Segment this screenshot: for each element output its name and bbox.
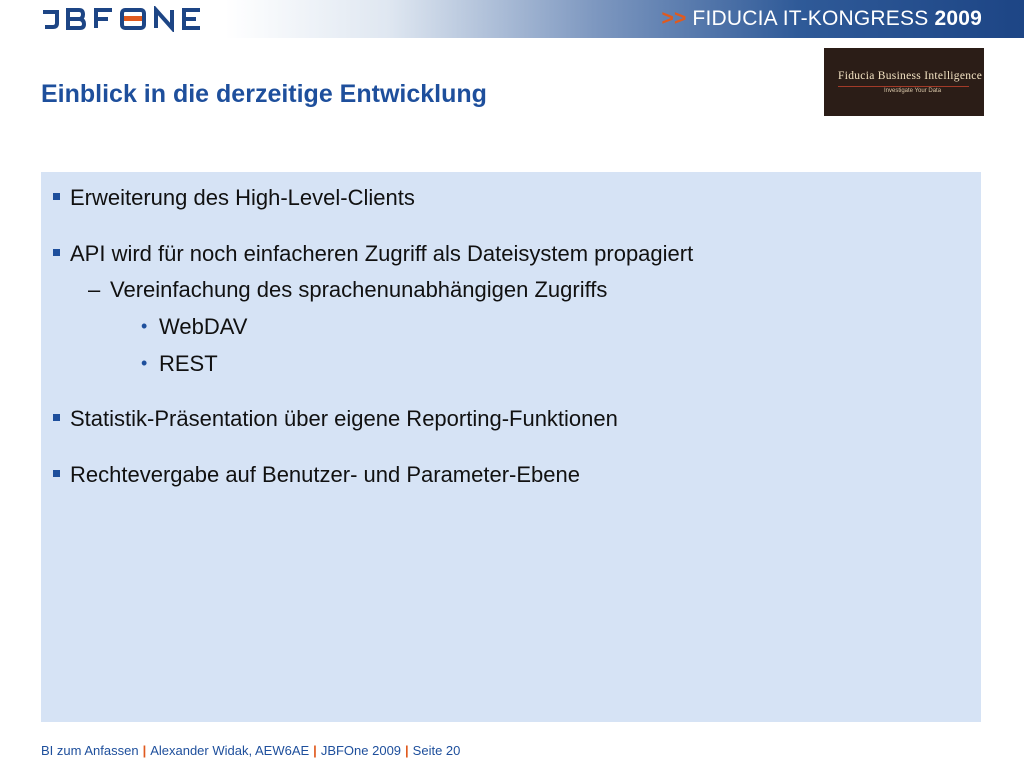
bullet-item: Erweiterung des High-Level-Clients [70,185,415,210]
jbfone-logo [40,4,210,34]
footer-separator: | [405,743,409,758]
dash-bullet-icon: – [88,277,101,302]
congress-label [661,7,982,31]
fiducia-bi-logo [824,48,984,116]
square-bullet-icon [53,414,60,421]
brand-name: Fiducia Business Intelligence [838,70,983,82]
square-bullet-icon [53,249,60,256]
slide-title: Einblick in die derzeitige Entwicklung [41,80,487,108]
footer-event: JBFOne 2009 [320,743,402,758]
dot-bullet-icon: • [141,353,148,373]
bullet-item: API wird für noch einfacheren Zugriff als Dateisystem propagiert [70,241,694,266]
sub-bullet-item: Vereinfachung des sprachenunabhängigen Zugriffs [110,277,608,302]
square-bullet-icon [53,470,60,477]
footer-separator: | [142,743,147,758]
footer-separator: | [313,743,317,758]
footer-author: Alexander Widak, AEW6AE [150,743,310,758]
square-bullet-icon [53,193,60,200]
congress-text: FIDUCIA IT-KONGRESS [692,7,929,30]
bullet-item: Rechtevergabe auf Benutzer- und Parameter-Ebene [70,462,580,487]
brand-divider [838,86,969,87]
congress-year: 2009 [934,7,982,30]
footer-topic: BI zum Anfassen [41,743,139,758]
bullet-item: Statistik-Präsentation über eigene Reporting-Funktionen [70,406,618,431]
jbfone-logo-icon [40,6,210,32]
content-panel [41,172,981,722]
footer-page: Seite 20 [412,743,461,758]
brand-tagline: Investigate Your Data [884,88,942,94]
sub-sub-bullet-item: WebDAV [159,314,248,339]
congress-arrows: >> [661,7,687,30]
dot-bullet-icon: • [141,316,148,336]
slide-footer [41,743,460,758]
sub-sub-bullet-item: REST [159,351,218,376]
